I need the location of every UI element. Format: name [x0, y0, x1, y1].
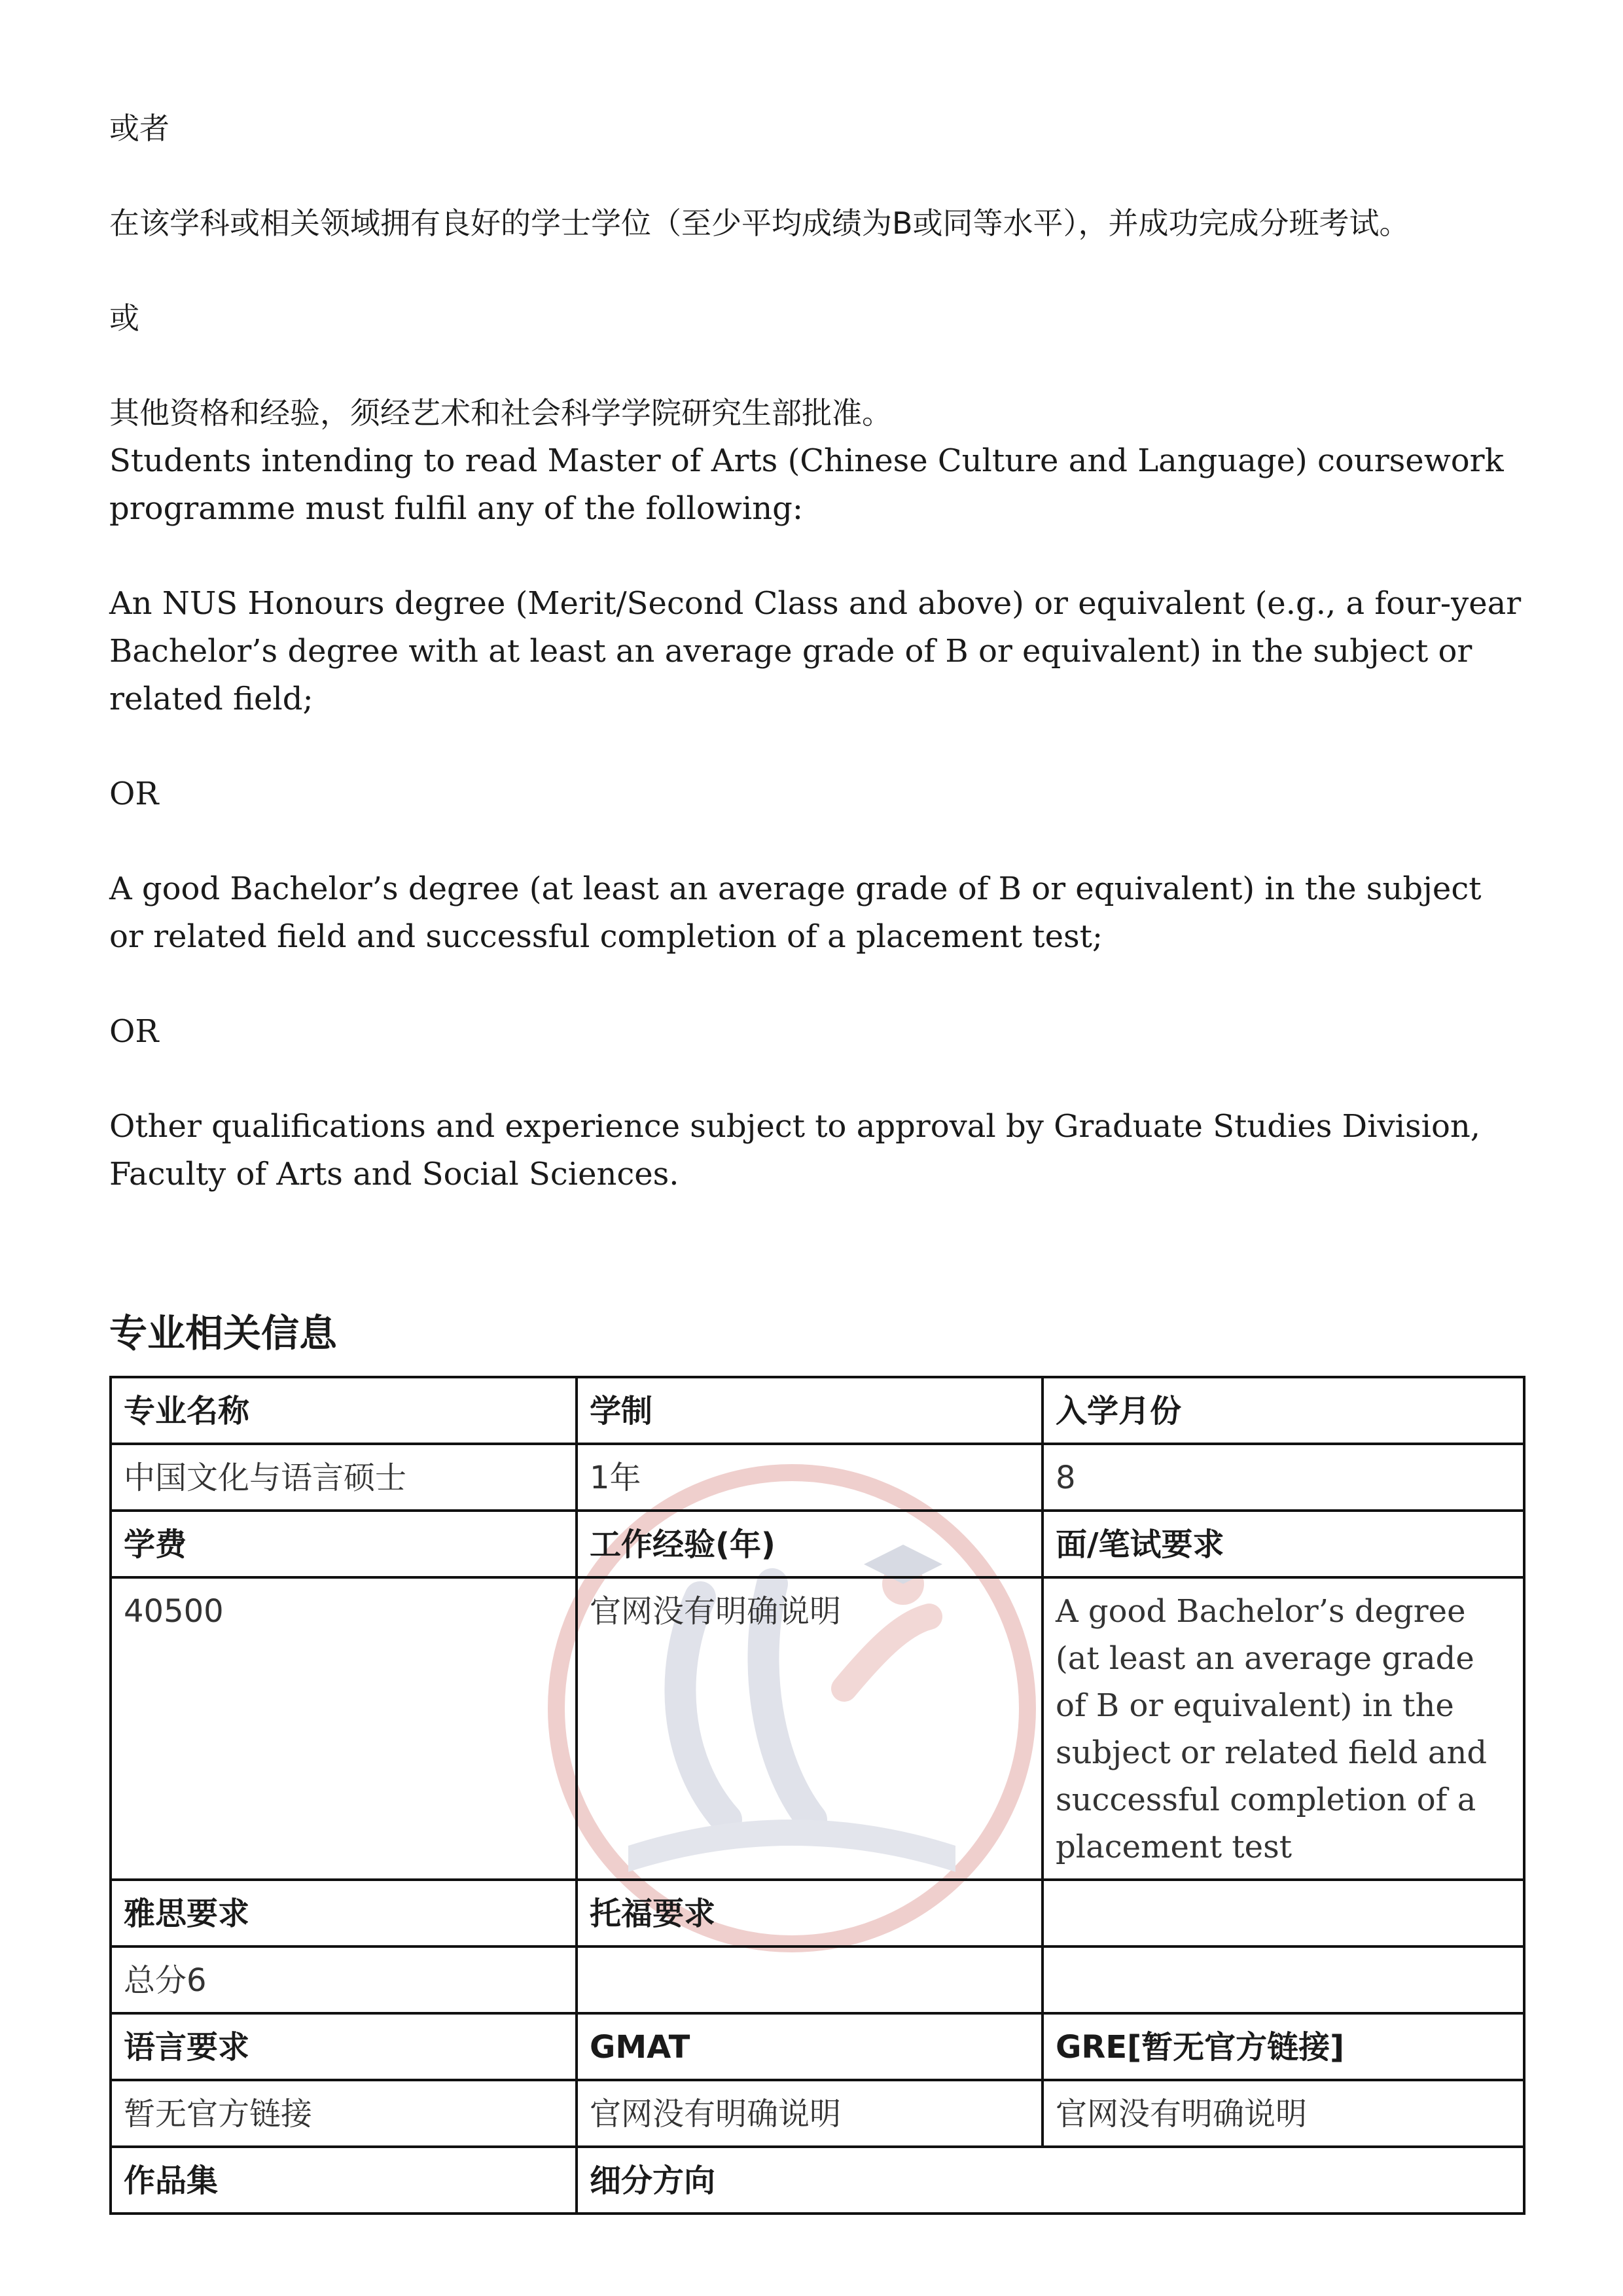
paragraph-or-zh-2: 或 — [109, 300, 139, 336]
table-row — [111, 1946, 1524, 2013]
header-specialization: 细分方向 — [577, 2147, 1524, 2214]
value-empty — [1043, 1946, 1524, 2013]
value-intake-month: 8 — [1043, 1444, 1524, 1511]
header-interview-test: 面/笔试要求 — [1043, 1511, 1524, 1577]
paragraph-other-zh: 其他资格和经验，须经艺术和社会科学学院研究生部批准。 — [109, 395, 892, 431]
paragraph-or-en-1: OR — [109, 776, 159, 812]
value-language-req: 暂无官方链接 — [111, 2080, 577, 2147]
header-portfolio: 作品集 — [111, 2147, 577, 2214]
header-work-experience: 工作经验(年) — [577, 1511, 1043, 1577]
header-gre: GRE[暂无官方链接] — [1043, 2013, 1524, 2080]
header-program-name: 专业名称 — [111, 1377, 577, 1444]
header-gmat: GMAT — [577, 2013, 1043, 2080]
value-program-name: 中国文化与语言硕士 — [111, 1444, 577, 1511]
header-intake-month: 入学月份 — [1043, 1377, 1524, 1444]
header-language-req: 语言要求 — [111, 2013, 577, 2080]
value-interview-test: A good Bachelor’s degree (at least an average grade of B or equivalent) in the subject or related field and successful completion of a placement test — [1043, 1577, 1524, 1880]
table-row — [111, 1511, 1524, 1577]
table-row — [111, 2147, 1524, 2214]
paragraph-or-en-2: OR — [109, 1013, 159, 1050]
table-row — [111, 1880, 1524, 1946]
header-toefl: 托福要求 — [577, 1880, 1043, 1946]
table-row — [111, 1444, 1524, 1511]
value-tuition: 40500 — [111, 1577, 577, 1880]
paragraph-honours-en: An NUS Honours degree (Merit/Second Class and above) or equivalent (e.g., a four-year Bachelor’s degree with at least an average grade of B or equivalent) in the subject or related field; — [109, 585, 1522, 717]
table-row — [111, 1377, 1524, 1444]
section-title: 专业相关信息 — [109, 1311, 338, 1355]
paragraph-bachelor-zh: 在该学科或相关领域拥有良好的学士学位（至少平均成绩为B或同等水平），并成功完成分班考试。 — [109, 206, 1410, 241]
paragraph-other-en: Other qualifications and experience subject to approval by Graduate Studies Division, Faculty of Arts and Social Sciences. — [109, 1108, 1481, 1193]
value-work-experience: 官网没有明确说明 — [577, 1577, 1043, 1880]
header-ielts: 雅思要求 — [111, 1880, 577, 1946]
header-tuition: 学费 — [111, 1511, 577, 1577]
table-row — [111, 2013, 1524, 2080]
value-gmat: 官网没有明确说明 — [577, 2080, 1043, 2147]
value-toefl — [577, 1946, 1043, 2013]
program-info-table — [109, 1376, 1525, 2215]
paragraph-bachelor-en: A good Bachelor’s degree (at least an average grade of B or equivalent) in the subject or related field and successful completion of a placement test; — [109, 870, 1482, 955]
header-duration: 学制 — [577, 1377, 1043, 1444]
value-duration: 1年 — [577, 1444, 1043, 1511]
table-row — [111, 2080, 1524, 2147]
value-gre: 官网没有明确说明 — [1043, 2080, 1524, 2147]
value-ielts: 总分6 — [111, 1946, 577, 2013]
header-empty — [1043, 1880, 1524, 1946]
paragraph-or-zh-1: 或者 — [109, 111, 169, 146]
table-row — [111, 1577, 1524, 1880]
requirements-text — [109, 105, 1523, 1198]
paragraph-intro-en: Students intending to read Master of Arts (Chinese Culture and Language) coursework programme must fulfil any of the following: — [109, 442, 1504, 527]
